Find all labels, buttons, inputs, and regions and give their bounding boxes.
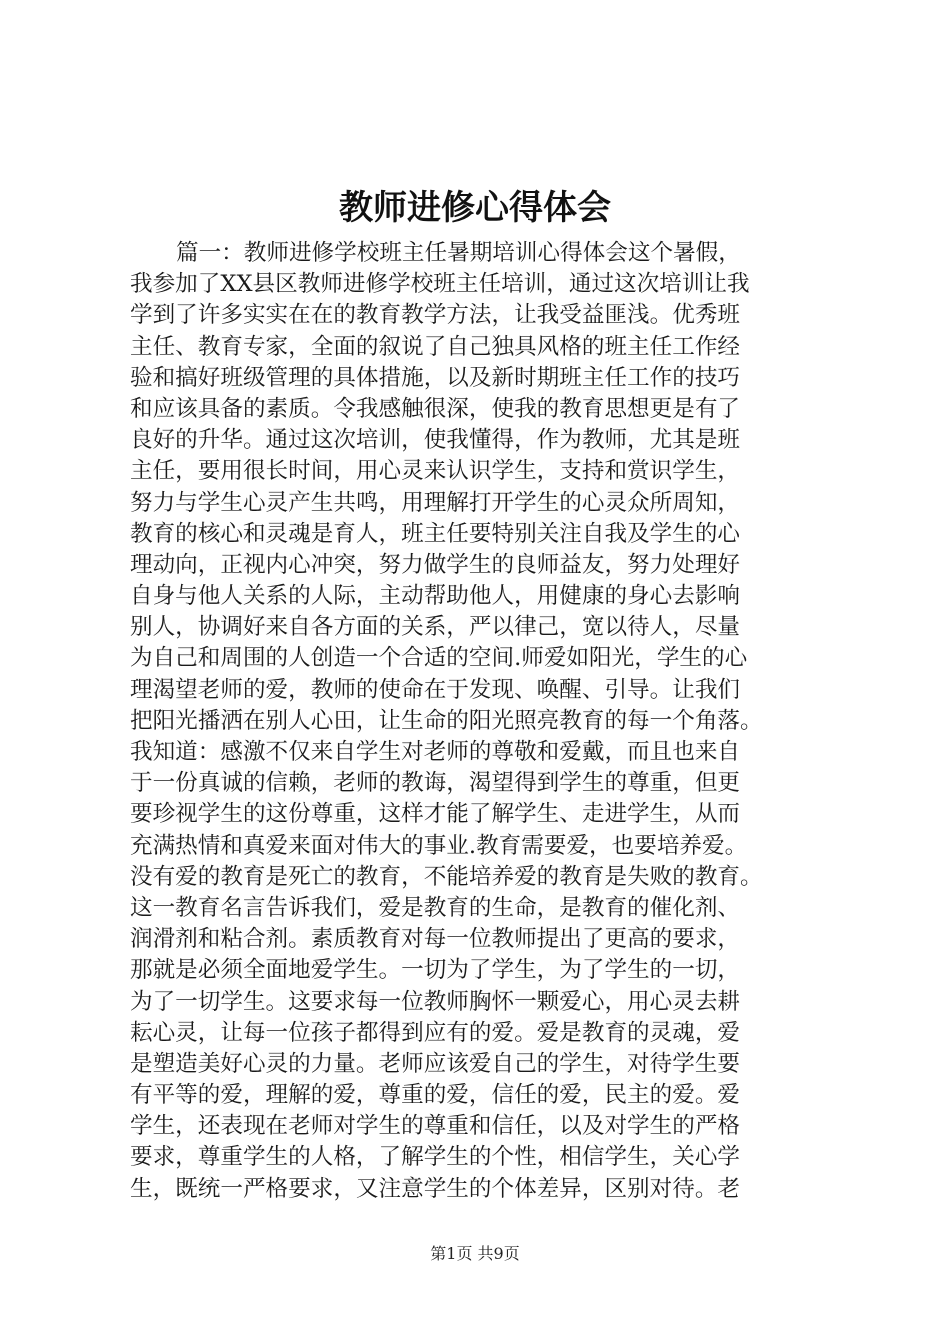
page-footer: 第1页 共9页 [430, 1244, 520, 1263]
body-line: 要求，尊重学生的人格，了解学生的个性，相信学生，关心学 [130, 1144, 741, 1171]
body-line: 我参加了XX县区教师进修学校班主任培训，通过这次培训让我 [130, 271, 750, 298]
body-line: 为了一切学生。这要求每一位教师胸怀一颗爱心，用心灵去耕 [130, 988, 741, 1015]
body-line: 良好的升华。通过这次培训，使我懂得，作为教师，尤其是班 [130, 427, 741, 454]
body-line: 努力与学生心灵产生共鸣，用理解打开学生的心灵众所周知， [130, 489, 741, 516]
body-line: 篇一：教师进修学校班主任暑期培训心得体会这个暑假， [176, 240, 741, 266]
body-line: 耘心灵，让每一位孩子都得到应有的爱。爱是教育的灵魂，爱 [130, 1019, 741, 1046]
body-line: 我知道：感激不仅来自学生对老师的尊敬和爱戴，而且也来自 [130, 739, 741, 765]
body-line: 学生，还表现在老师对学生的尊重和信任，以及对学生的严格 [130, 1113, 741, 1140]
body-line: 这一教育名言告诉我们，爱是教育的生命，是教育的催化剂、 [130, 894, 741, 921]
document-body [130, 238, 830, 1205]
body-line: 润滑剂和粘合剂。素质教育对每一位教师提出了更高的要求， [130, 926, 741, 953]
body-line: 别人，协调好来自各方面的关系，严以律己，宽以待人，尽量 [130, 614, 741, 641]
body-line: 有平等的爱，理解的爱，尊重的爱，信任的爱，民主的爱。爱 [130, 1082, 741, 1109]
body-line: 理动向，正视内心冲突，努力做学生的良师益友，努力处理好 [130, 551, 741, 578]
body-line: 主任，要用很长时间，用心灵来认识学生，支持和赏识学生， [130, 458, 741, 485]
body-line: 为自己和周围的人创造一个合适的空间.师爱如阳光，学生的心 [130, 645, 748, 672]
body-line: 是塑造美好心灵的力量。老师应该爱自己的学生，对待学生要 [130, 1050, 741, 1077]
body-line: 把阳光播洒在别人心田，让生命的阳光照亮教育的每一个角落。 [130, 707, 763, 734]
body-line: 主任、教育专家，全面的叙说了自己独具风格的班主任工作经 [130, 333, 741, 360]
body-line: 没有爱的教育是死亡的教育，不能培养爱的教育是失败的教育。 [130, 863, 763, 890]
body-line: 那就是必须全面地爱学生。一切为了学生，为了学生的一切， [130, 957, 741, 984]
body-line: 生，既统一严格要求，又注意学生的个体差异，区别对待。老 [130, 1175, 741, 1202]
body-line: 充满热情和真爱来面对伟大的事业.教育需要爱，也要培养爱。 [130, 832, 748, 859]
body-line: 于一份真诚的信赖，老师的教诲，渴望得到学生的尊重，但更 [130, 770, 741, 797]
body-line: 理渴望老师的爱，教师的使命在于发现、唤醒、引导。让我们 [130, 676, 741, 703]
body-line: 和应该具备的素质。令我感触很深，使我的教育思想更是有了 [130, 395, 741, 422]
body-line: 要珍视学生的这份尊重，这样才能了解学生、走进学生，从而 [130, 801, 741, 828]
body-line: 验和搞好班级管理的具体措施，以及新时期班主任工作的技巧 [130, 364, 741, 391]
body-line: 学到了许多实实在在的教育教学方法，让我受益匪浅。优秀班 [130, 302, 741, 329]
body-line: 自身与他人关系的人际，主动帮助他人，用健康的身心去影响 [130, 583, 741, 610]
document-title: 教师进修心得体会 [339, 188, 611, 228]
body-line: 教育的核心和灵魂是育人，班主任要特别关注自我及学生的心 [130, 520, 741, 547]
